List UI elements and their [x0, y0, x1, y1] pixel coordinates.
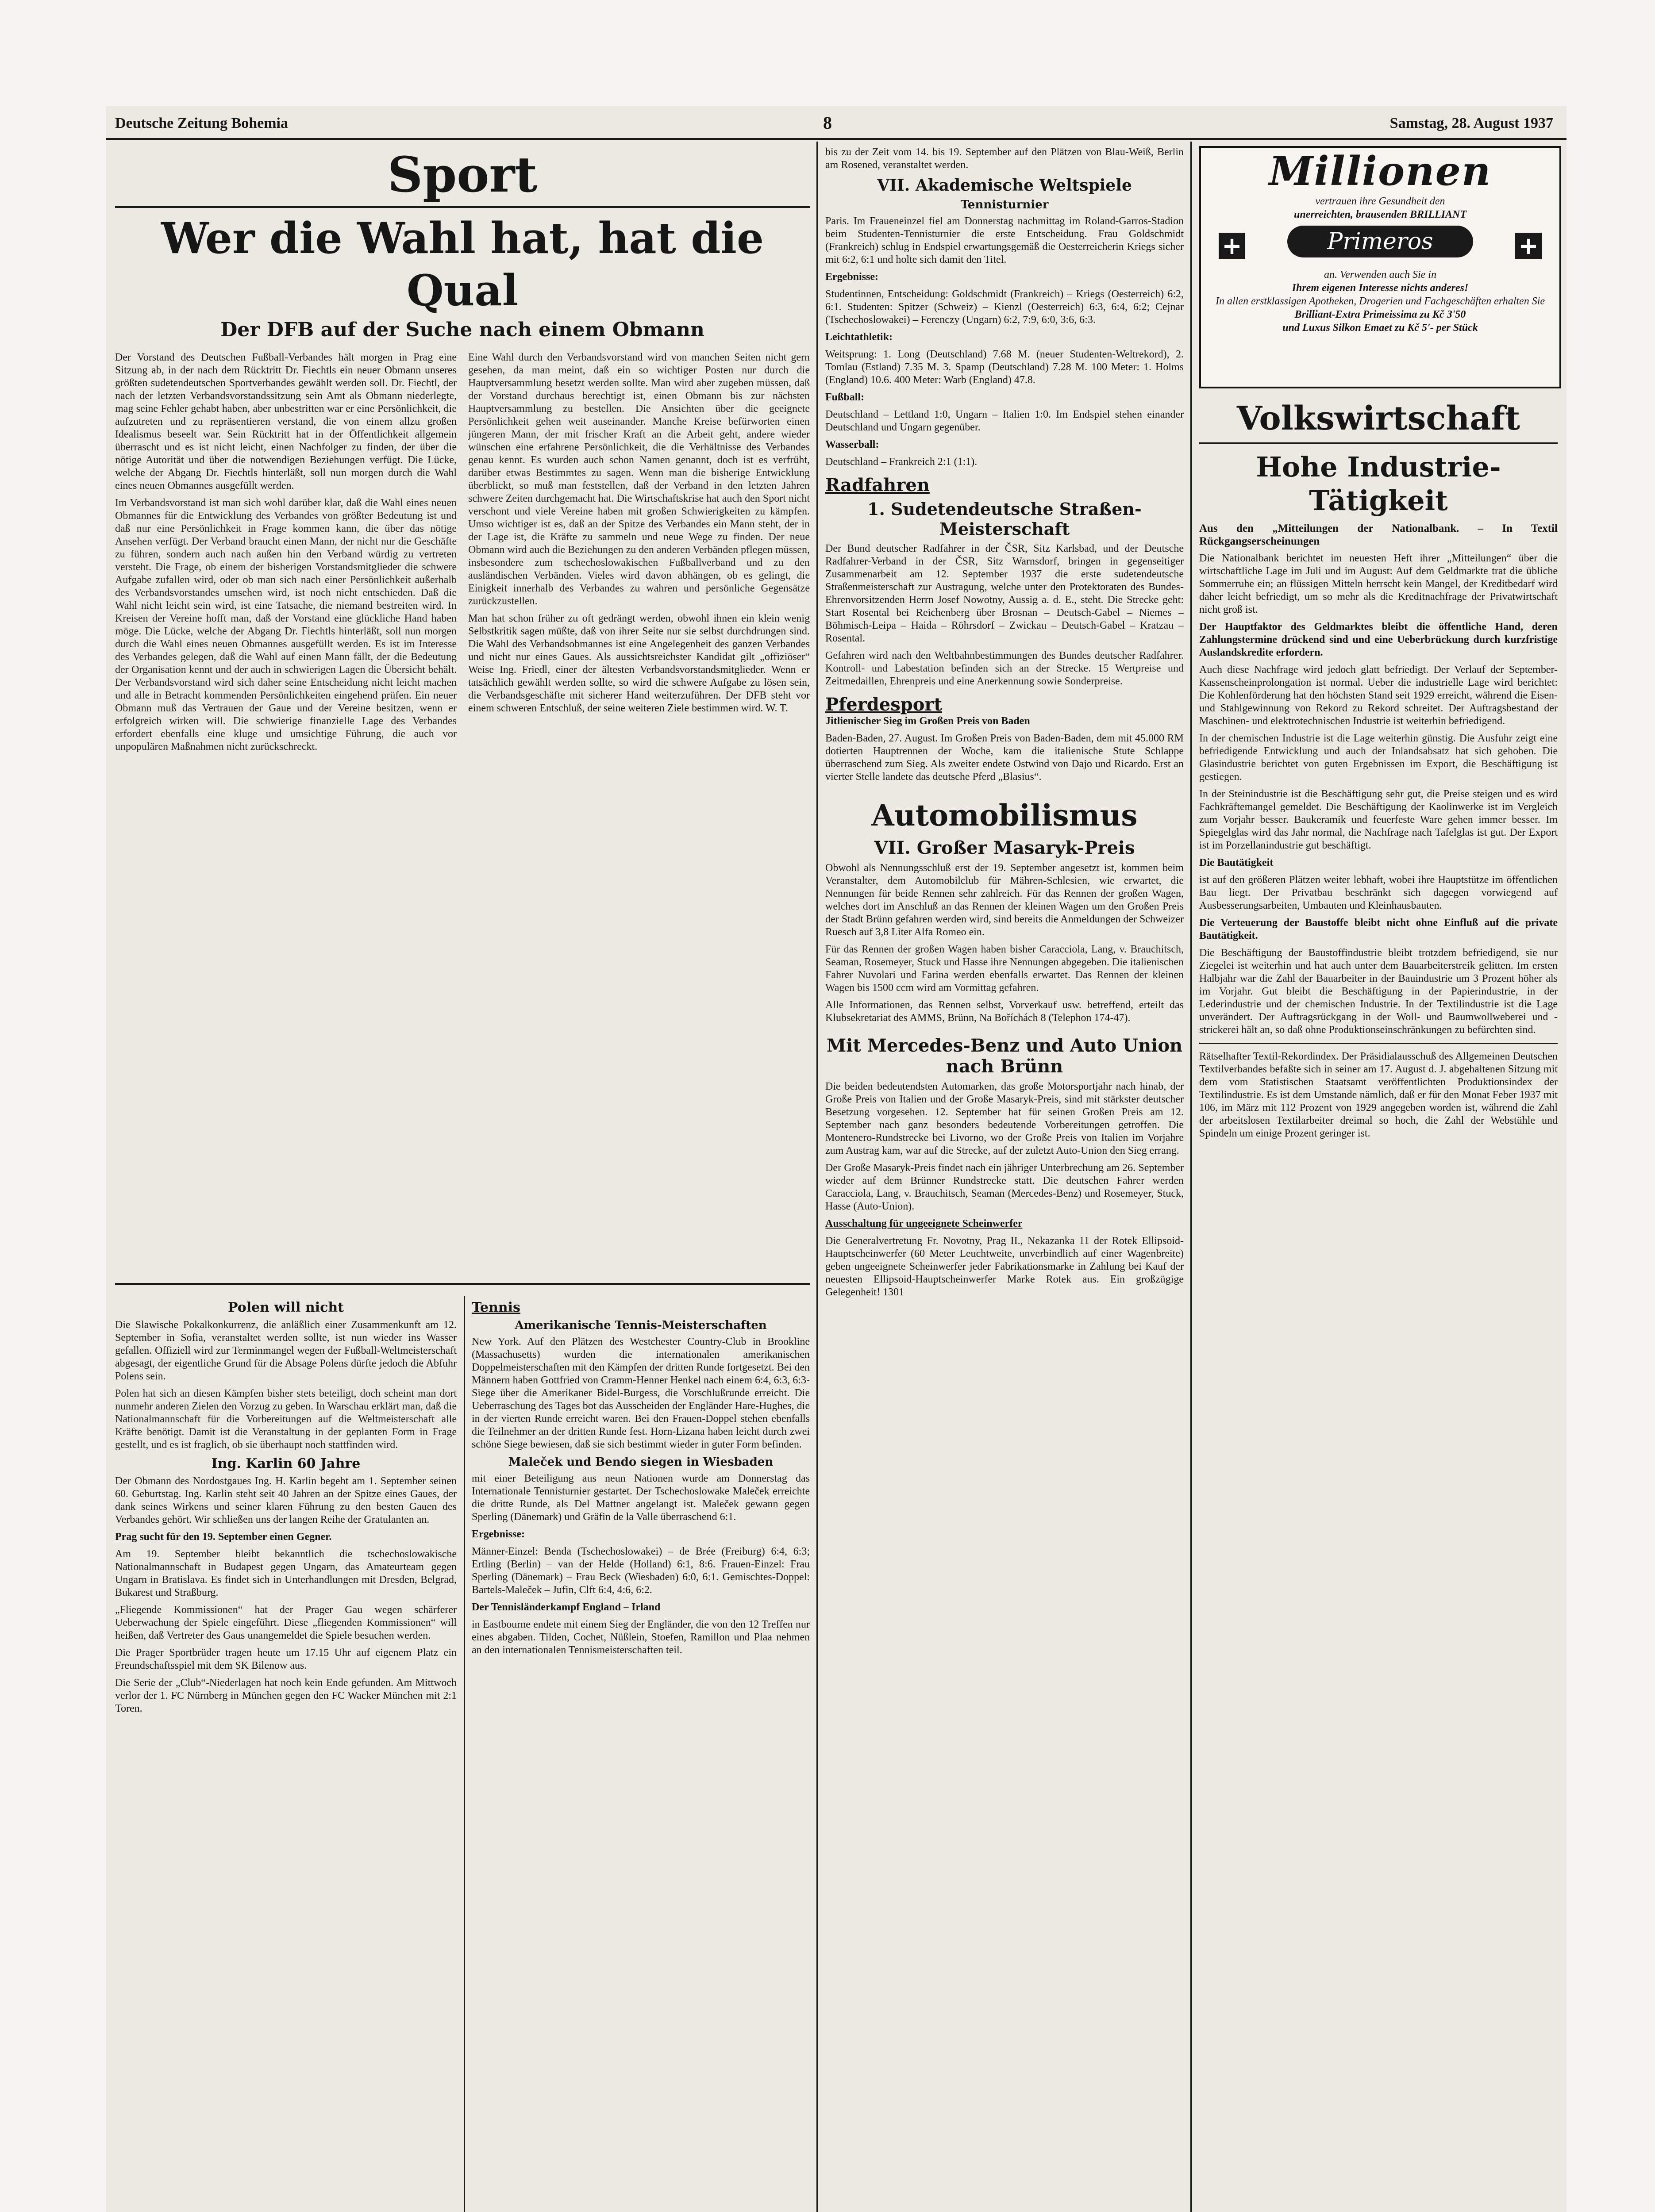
rad-sub: 1. Sudetendeutsche Straßen-Meisterschaft	[867, 499, 1142, 539]
akad-wasser: Wasserball:	[825, 439, 879, 450]
ad-line1: vertrauen ihre Gesundheit den	[1315, 196, 1445, 207]
lower-left-rule	[464, 1296, 465, 2212]
karlin-text: Der Obmann des Nordostgaues Ing. H. Karlin begeht am 1. September seinen 60. Geburtstag. Ing. Karlin steht seit 40 Jahren an der Spitze eines Gaues, der dank seines Wirkens und seiner klaren Führung zu den besten Gauen des Verbandes gehört. Wir schließen uns der langen Reihe der Gratulanten an.	[115, 1475, 457, 1525]
article-text-2: Man hat schon früher zu oft gedrängt werden, obwohl ihnen ein klein wenig Selbstkritik sagen müßte, daß von ihrer Seite nur sie selbst durchdrungen sind. Die Wahl des Verbandsobmannes ist eine Angelegenheit des ganzen Verbandes und nicht nur eines Gaues. Als aussichtsreichster Kandidat gilt „offiziöser“ Weise Ing. Friedl, einer der ältesten Verbandsvorstandsmitglieder. Wenn er tatsächlich gewählt werden sollte, so wird die schwere Aufgabe zu lösen sein, die Verbandsgeschäfte mit sicherer Hand weiterzuführen. Der DFB steht vor einem schweren Entschluß, der seine weiteren Ziele bestimmen wird. W. T.	[468, 613, 810, 714]
econ-faktor: Der Hauptfaktor des Geldmarktes bleibt die öffentliche Hand, deren Zahlungstermine drückend sind und eine Ueberbrückung durch kurzfristige Auslandskredite erfordern.	[1199, 621, 1558, 658]
poland-title: Polen will nicht	[227, 1300, 344, 1315]
akad-res: Studentinnen, Entscheidung: Goldschmidt (Frankreich) – Kriegs (Oesterreich) 6:2, 6:1. Studenten: Spitzer (Schweiz) – Kienzl (Oesterreich) 6:3, 6:4, 6:2; Cejnar (Tschechoslowakei) – Ferenczy (Ungarn) 6:2, 7:9, 6:0, 3:6, 6:3.	[825, 288, 1184, 326]
sport-title: Sport	[387, 146, 538, 203]
ad-brand: Primeros	[1287, 226, 1473, 257]
economy-column	[1199, 398, 1558, 2212]
auto-filler: Für das Rennen der großen Wagen haben bisher Caracciola, Lang, v. Brauchitsch, Seaman, Rosemeyer, Stuck und Hasse ihre Nennungen abgegeben. Die italienischen Fahrer Nuvolari und Farina werden ebenfalls erwartet. Das Rennen der kleinen Wagen bis 1500 ccm wird am Vormittag gefahren.	[825, 944, 1184, 994]
rad-title: Radfahren	[825, 475, 930, 495]
tennis-text3: in Eastbourne endete mit einem Sieg der Engländer, die von den 12 Treffen nur eines abgaben. Tilden, Cochet, Nüßlein, Stoefen, Ramillon und Plaa nehmen an den internationalen Tennismeisterschaften teil.	[472, 1619, 810, 1656]
karlin-title: Ing. Karlin 60 Jahre	[211, 1456, 361, 1471]
sportbrueder-text: Die Prager Sportbrüder tragen heute um 17.15 Uhr auf eigenem Platz ein Freundschaftsspiel mit dem SK Bilenow aus.	[115, 1647, 457, 1671]
article-filler-2: Eine Wahl durch den Verbandsvorstand wird von manchen Seiten nicht gern gesehen, da man meint, daß ein so wichtiger Posten nur durch die Hauptversammlung besetzt werden sollte. Man wird aber zugeben müssen, daß der Vorstand durchaus berechtigt ist, einen Obmann bis zur nächsten Hauptversammlung zu bestellen. Die Ansichten über die geeignete Persönlichkeit gehen weit auseinander. Manche Kreise befürworten einen jüngeren Mann, der mit frischer Kraft an die Arbeit geht, andere wieder wünschen eine erfahrene Persönlichkeit, die die Verhältnisse des Verbandes genau kennt. Es wurden auch schon Namen genannt, doch ist es verfrüht, darüber etwas Bestimmtes zu sagen. Wenn man die bisherige Entwicklung überblickt, so muß man feststellen, daß der Verband in den letzten Jahren schwere Zeiten durchgemacht hat. Die Wirtschaftskrise hat auch den Sport nicht verschont und viele Vereine haben mit großen Schwierigkeiten zu kämpfen. Umso wichtiger ist es, daß an der Spitze des Verbandes ein Mann steht, der in der Lage ist, die Kräfte zu sammeln und neue Wege zu finden. Der neue Obmann wird auch die Beziehungen zu den anderen Verbänden pflegen müssen, insbesondere zum tschechoslowakischen Fußballverband und zu den ausländischen Verbänden. Vieles wird davon abhängen, ob es gelingt, die Einigkeit innerhalb des Verbandes zu wahren und persönliche Gegensätze zurückzustellen.	[468, 352, 810, 607]
tennis-column	[472, 1296, 810, 2212]
newspaper-page	[106, 106, 1566, 2212]
masaryk-text: Der Große Masaryk-Preis findet nach ein jähriger Unterbrechung am 26. September wieder auf dem Brünner Rundstrecke statt. Die deutschen Fahrer werden Caracciola, Lang, v. Brauchitsch, Seaman (Mercedes-Benz) und Rosemeyer, Stuck, Hasse (Auto-Union).	[825, 1162, 1184, 1212]
tennis-text1: New York. Auf den Plätzen des Westchester Country-Club in Brookline (Massachusetts) wurden die internationalen amerikanischen Doppelmeisterschaften mit den Kämpfen der dritten Runde fortgesetzt. Bei den Männern haben Gottfried von Cramm-Henner Henkel nach einem 6:4, 6:3, 6:3-Siege über die Amerikaner Bidel-Burgess, die Vorschlußrunde erreicht. Die Ueberraschung des Tages bot das Ausscheiden der Engländer Hare-Hughes, die in der vierten Runde erreicht waren. Bei den Frauen-Doppel stehen ebenfalls die Teilnehmer an der dritten Runde fest. Horn-Lizana haben leicht durch zwei schöne Siege bewiesen, daß sie sich bestimmt wieder in guter Form befinden.	[472, 1336, 810, 1450]
tennis-title: Tennis	[472, 1300, 520, 1315]
bau-text: ist auf den größeren Plätzen weiter lebhaft, wobei ihre Hauptstütze im öffentlichen Bau liegt. Der Privatbau beschränkt sich dagegen vorwiegend auf Ausbesserungsarbeiten, Umbauten und Kleinhausbauten.	[1199, 874, 1558, 911]
verteuer-title: Die Verteuerung der Baustoffe bleibt nicht ohne Einfluß auf die private Bautätigkeit.	[1199, 917, 1558, 941]
main-headline: Wer die Wahl hat, hat die Qual	[161, 213, 764, 315]
middle-column	[825, 146, 1184, 2212]
akad-erg: Ergebnisse:	[825, 271, 878, 283]
prag-title: Prag sucht für den 19. September einen Gegner.	[115, 1531, 332, 1543]
header-rule	[106, 138, 1566, 140]
akad-text: Paris. Im Fraueneinzel fiel am Donnerstag nachmittag im Roland-Garros-Stadion beim Studenten-Tennisturnier die erste Entscheidung. Frau Goldschmidt (Frankreich) schlug in Endspiel erwartungsgemäß die Oesterreicherin Kriegs sicher mit 6:2, 6:1 und holte sich damit den Titel.	[825, 215, 1184, 265]
sport-bottom-rule	[115, 1283, 810, 1285]
ausschalt-title: Ausschaltung für ungeeignete Scheinwerfer	[825, 1218, 1023, 1229]
econ-text2: Auch diese Nachfrage wird jedoch glatt befriedigt. Der Verlauf der September-Kassenscheinprolongation ist normal. Ueber die industrielle Lage wird berichtet: Die Kohlenförderung hat den höchsten Stand seit 1929 erreicht, während die Eisen- und Stahlgewinnung von Rekord zu Rekord schreitet. Der Auftragsbestand der Maschinen- und elektrotechnischen Industrie ist weiterhin befriedigend.	[1199, 664, 1558, 727]
cross-icon: +	[1219, 233, 1245, 259]
article-col-2	[468, 351, 810, 1279]
article-filler-1: Im Verbandsvorstand ist man sich wohl darüber klar, daß die Wahl eines neuen Obmannes für die Entwicklung des Verbandes von größter Bedeutung ist und daß nur eine Persönlichkeit in Frage kommen kann, die über das nötige Ansehen verfügt. Der Verband braucht einen Mann, der nicht nur die Geschäfte zu führen, sondern auch nach außen hin den Verband würdig zu vertreten versteht. Die Frage, ob einem der bisherigen Vorstandsmitglieder die schwere Aufgabe zufallen wird, oder ob man sich nach einer Persönlichkeit außerhalb des Verbandsvorstandes umsehen wird, ist noch nicht entschieden. Daß die Wahl nicht leicht sein wird, ist eine Tatsache, die niemand bestreiten wird. In Kreisen der Vereine hofft man, daß der Vorstand eine glückliche Hand haben möge. Die Lücke, welche der Abgang Dr. Fiechtls hinterläßt, soll nun morgen durch die Wahl eines neuen Obmannes ausgefüllt werden. Es ist im Interesse des Verbandes gelegen, daß die Wahl auf einen Mann fällt, der die Bedeutung der Organisation kennt und der auch in schwierigen Lagen die Übersicht behält. Der Verbandsvorstand wird sich daher seine Entscheidung nicht leicht machen und alle in Betracht kommenden Persönlichkeiten eingehend prüfen. Ein neuer Obmann muß das Vertrauen der Gaue und der Vereine besitzen, wenn er erfolgreich wirken will. Die schwierige finanzielle Lage des Verbandes erfordert ebenfalls eine kluge und umsichtige Führung, die auch vor unpopulären Maßnahmen nicht zurückschreckt.	[115, 497, 457, 753]
tennis-text2: mit einer Beteiligung aus neun Nationen wurde am Donnerstag das Internationale Tennisturnier gestartet. Der Tschechoslowake Maleček erreichte die dritte Runde, als Del Mattner angelangt ist. Maleček gewann gegen Sperling (Dänemark) und Gräfin de la Valle überraschend 6:1.	[472, 1473, 810, 1523]
raetsel-text: Rätselhafter Textil-Rekordindex. Der Präsidialausschuß des Allgemeinen Deutschen Textilverbandes befaßte sich in seiner am 17. August d. J. abgehaltenen Sitzung mit dem vom Statistischen Staatsamt veröffentlichten Produktionsindex der Textilindustrie. Es ist dem Umstande nämlich, daß er für den Monat Feber 1937 mit 106, im März mit 112 Prozent von 1929 angegeben worden ist, während die Zahl der arbeitslosen Textilarbeiter dreimal so hoch, die Zahl der Webstühle und Spindeln um einige Prozent geringer ist.	[1199, 1051, 1558, 1139]
econ-filler-1: In der chemischen Industrie ist die Lage weiterhin günstig. Die Ausfuhr zeigt eine befriedigende Entwicklung und auch der Inlandsabsatz hat sich gehoben. Die Glasindustrie berichtet von guten Ergebnissen im Export, die Beschäftigung ist gestiegen.	[1199, 733, 1558, 783]
rad-text: Der Bund deutscher Radfahrer in der ČSR, Sitz Karlsbad, und der Deutsche Radfahrer-Verband in der ČSR, Sitz Warnsdorf, bringen in gegenseitiger Zusammenarbeit am 12. September 1937 die erste sudetendeutsche Straßenmeisterschaft zur Austragung, welche unter den Protektoraten des Bundes-Ehrenvorsitzenden Herrn Josef Nowotny, Aussig a. d. E., steht. Die Strecke geht: Start Rosental bei Reichenberg über Brosnan – Deutsch-Gabel – Niemes – Böhmisch-Leipa – Haida – Röhrsdorf – Zwickau – Deutsch-Gabel – Kratzau – Rosental.	[825, 543, 1184, 644]
bau-title: Die Bautätigkeit	[1199, 857, 1274, 868]
ad-line3: an. Verwenden auch Sie in	[1324, 269, 1436, 280]
pferd-title: Pferdesport	[825, 694, 942, 715]
auto-text: Obwohl als Nennungsschluß erst der 19. September angesetzt ist, kommen beim Veranstalter, dem Automobilclub für Mähren-Schlesien, wie erwartet, die Nennungen für beide Rennen sehr zahlreich. Für das Rennen der großen Wagen, welches dort im Anschluß an das Rennen der kleinen Wagen um den Großen Preis der Stadt Brünn gefahren werden wird, sind bereits die Anmeldungen der Schweizer Ruesch auf 3,8 Liter Alfa Romeo ein.	[825, 862, 1184, 938]
tennis-results: Männer-Einzel: Benda (Tschechoslowakei) – de Brée (Freiburg) 6:4, 6:3; Ertling (Berlin) – van der Helde (Holland) 6:1, 8:6. Frauen-Einzel: Frau Sperling (Dänemark) – Frau Beck (Wiesbaden) 6:0, 6:1. Gemischtes-Doppel: Bartels-Maleček – Jufin, Clft 6:4, 4:6, 6:2.	[472, 1546, 810, 1596]
pferd-text: Baden-Baden, 27. August. Im Großen Preis von Baden-Baden, dem mit 45.000 RM dotierten Hauptrennen der Woche, kam die italienische Stute Schlappe überraschend zum Sieg. Als zweiter endete Ostwind von Dajo und Ricardo. Erst an vierter Stelle landete das deutsche Pferd „Blasius“.	[825, 733, 1184, 783]
auto-info: Alle Informationen, das Rennen selbst, Vorverkauf usw. betreffend, erteilt das Klubsekretariat des AMMS, Brünn, Na Boříchách 8 (Telephon 174-47).	[825, 999, 1184, 1024]
pferd-sub: Jitlienischer Sieg im Großen Preis von Baden	[825, 715, 1030, 727]
econ-sub: Aus den „Mitteilungen der Nationalbank. – In Textil Rückgangserscheinungen	[1199, 522, 1558, 547]
econ-text3: In der Steinindustrie ist die Beschäftigung sehr gut, die Preise steigen und es wird Fachkräftemangel gemeldet. Die Beschäftigung der Kaolinwerke ist im Vergleich zum Vorjahr besser. Baukeramik und feuerfeste Ware gehen immer besser. Im Spiegelglas wird das Jahr normal, die Nachfrage nach Tafelglas ist gut. Der Export ist im Porzellanindustrie gut beschäftigt.	[1199, 788, 1558, 851]
kommissionen-text: „Fliegende Kommissionen“ hat der Prager Gau wegen schärferer Ueberwachung der Spiele eingeführt. Diese „fliegenden Kommissionen“ will heißen, daß Vertreter des Gaus unangemeldet die Spiele besuchen werden.	[115, 1604, 457, 1641]
tennis-sub1: Amerikanische Tennis-Meisterschaften	[515, 1319, 767, 1332]
merc-text: Die beiden bedeutendsten Automarken, das große Motorsportjahr nach hinab, der Große Preis von Italien und der Große Masaryk-Preis, sind mit stärkster deutscher Besetzung vorgesehen. 12. September hat für seinen Großen Preis am 12. September nach ganz besonders bedeutende Vorbereitungen getroffen. Die Montenero-Rundstrecke bei Livorno, wo der Große Preis von Italien im Vorjahre zum Austrag kam, war auf die Strecke, auf der zuletzt Auto-Union den Sieg errang.	[825, 1081, 1184, 1156]
column-rule-1	[816, 142, 818, 2212]
poland-text: Die Slawische Pokalkonkurrenz, die anläßlich einer Zusammenkunft am 12. September in Sofia, veranstaltet werden sollte, ist nun wieder ins Wasser gefallen. Offiziell wird zur Terminmangel wegen der Fußball-Weltmeisterschaft abgesagt, der eigentliche Grund für die Absage Polens dürfte jedoch die Abfuhr Polens sein.	[115, 1319, 457, 1382]
page-number: 8	[823, 113, 832, 133]
ad-line6: Brilliant-Extra Primeissima zu Kč 3'50	[1294, 309, 1466, 320]
akad-fuss: Fußball:	[825, 392, 865, 403]
sport-section	[115, 146, 810, 1279]
ad-line5: In allen erstklassigen Apotheken, Drogerien und Fachgeschäften erhalten Sie	[1215, 296, 1545, 307]
column-rule-2	[1190, 142, 1192, 2212]
akad-sub: Tennisturnier	[960, 198, 1049, 211]
tennis-sub2: Maleček und Bendo siegen in Wiesbaden	[508, 1455, 774, 1469]
econ-title: Volkswirtschaft	[1236, 399, 1520, 438]
verteuer-text: Die Beschäftigung der Baustoffindustrie bleibt trotzdem befriedigend, sie nur Ziegelei ist weiterhin und hat auch unter dem Bauarbeiterstreik gelitten. Im ersten Halbjahr war die Zahl der Bauarbeiter in der Bauindustrie um 3 Prozent höher als im Vorjahr. Gut bleibt die Beschäftigung in der Papierindustrie, in der Lederindustrie und der chemischen Industrie. In der Textilindustrie ist die Lage unverändert. Der Auftragsrückgang in der Woll- und Baumwollweberei und -strickerei hält an, so daß ohne Produktionseinschränkungen zu befürchten sind.	[1199, 947, 1558, 1036]
cross-icon: +	[1515, 233, 1542, 259]
econ-intro: Die Nationalbank berichtet im neuesten Heft ihrer „Mitteilungen“ über die wirtschaftliche Lage im Juli und im August: Auf dem Geldmarkte trat die übliche Sommerruhe ein; an flüssigen Mitteln herrscht kein Mangel, der Kreditbedarf wird daher leicht befriedigt, um so mehr als die Kreditnachfrage der Privatwirtschaft nicht groß ist.	[1199, 553, 1558, 615]
page-header	[106, 106, 1566, 137]
ad-line7: und Luxus Silkon Emaet zu Kč 5'- per Stück	[1282, 322, 1478, 334]
akad-title: VII. Akademische Weltspiele	[877, 176, 1132, 195]
tennis-results-title: Ergebnisse:	[472, 1528, 525, 1540]
tennis-sub3: Der Tennisländerkampf England – Irland	[472, 1601, 661, 1613]
main-subhead: Der DFB auf der Suche nach einem Obmann	[220, 319, 704, 341]
ad-line4: Ihrem eigenen Interesse nichts anderes!	[1292, 282, 1469, 294]
merc-title: Mit Mercedes-Benz und Auto Union nach Brünn	[826, 1035, 1183, 1077]
ausschalt-text: Die Generalvertretung Fr. Novotny, Prag II., Nekazanka 11 der Rotek Ellipsoid-Hauptscheinwerfer (60 Meter Leuchtweite, unverbindlich auf einer Wagenbreite) geben ungeeignete Scheinwerfer jeder Fabrikationsmarke in Zahlung bei Kauf der neuesten Ellipsoid-Hauptscheinwerfer Marke Rotek aus. Ein großzügige Gelegenheit! 1301	[825, 1235, 1184, 1298]
auto-title: Automobilismus	[871, 798, 1138, 833]
lower-left-column	[115, 1296, 457, 2212]
sport-rule	[115, 206, 810, 208]
ad-line2: unerreichten, brausenden BRILLIANT	[1293, 209, 1467, 220]
advertisement-box	[1199, 146, 1561, 388]
econ-head: Hohe Industrie-Tätigkeit	[1256, 451, 1501, 517]
issue-date: Samstag, 28. August 1937	[1389, 115, 1553, 131]
ad-title: Millionen	[1269, 148, 1492, 195]
article-text-1: Der Vorstand des Deutschen Fußball-Verbandes hält morgen in Prag eine Sitzung ab, in der nach dem Rücktritt Dr. Fiechtls ein neuer Obmann unseres größten sudetendeutschen Sportverbandes gewählt werden soll. Dr. Fiechtl, der nach der letzten Verbandsvorstandssitzung sein Amt als Obmann niederlegte, mag seine Fehler gehabt haben, aber unbestritten war er eine Persönlichkeit, die aufzutreten und zu repräsentieren verstand, die von einem allzu großen Idealismus beseelt war. Sein Rücktritt hat in der Öffentlichkeit allgemein überrascht und es ist nicht leicht, einen Nachfolger zu finden, der über die nötige Autorität und über die notwendigen Beziehungen verfügt. Die Lücke, welche der Abgang Dr. Fiechtls hinterläßt, soll nun morgen durch die Wahl eines neuen Obmannes ausgefüllt werden.	[115, 352, 457, 492]
akad-leicht-res: Weitsprung: 1. Long (Deutschland) 7.68 M. (neuer Studenten-Weltrekord), 2. Tomlau (Estland) 7.35 M. 3. Spamp (Deutschland) 7.28 M. 100 Meter: 1. Holms (England) 10.6. 400 Meter: Warb (England) 47.8.	[825, 349, 1184, 386]
rad-filler: Gefahren wird nach den Weltbahnbestimmungen des Bundes deutscher Radfahrer. Kontroll- und Labestation befinden sich an der Strecke. 15 Wertpreise und Zeitmedaillen, Ehrenpreis und eine Anerkennung sowie Sonderpreise.	[825, 650, 1184, 687]
econ-divider	[1199, 1043, 1558, 1044]
auto-sub: VII. Großer Masaryk-Preis	[874, 837, 1135, 858]
akad-wasser-res: Deutschland – Frankreich 2:1 (1:1).	[825, 456, 978, 468]
niederlagen-text: Die Serie der „Club“-Niederlagen hat noch kein Ende gefunden. Am Mittwoch verlor der 1. FC Nürnberg in München gegen den FC Wacker München mit 2:1 Toren.	[115, 1677, 457, 1714]
akad-fuss-res: Deutschland – Lettland 1:0, Ungarn – Italien 1:0. Im Endspiel stehen einander Deutschland und Ungarn gegenüber.	[825, 409, 1184, 433]
masthead: Deutsche Zeitung Bohemia	[115, 115, 288, 131]
econ-rule	[1199, 442, 1558, 444]
poland-filler: Polen hat sich an diesen Kämpfen bisher stets beteiligt, doch scheint man dort nunmehr anderen Zielen den Vorzug zu geben. In Warschau erklärt man, daß die Nationalmannschaft für die Vorbereitungen auf die Weltmeisterschaft alle Kräfte benötigt. Damit ist die Veranstaltung in der geplanten Form in Frage gestellt, und es ist fraglich, ob sie überhaupt noch stattfinden wird.	[115, 1388, 457, 1451]
prag-text: Am 19. September bleibt bekanntlich die tschechoslowakische Nationalmannschaft in Budapest gegen Ungarn, das Amateurteam gegen Ungarn in Bratislava. Es findet sich in Unterhandlungen mit Dresden, Belgrad, Bukarest und Straßburg.	[115, 1548, 457, 1598]
akad-leicht: Leichtathletik:	[825, 331, 893, 343]
article-col-1	[115, 351, 457, 1279]
mid-top-text: bis zu der Zeit vom 14. bis 19. September auf den Plätzen von Blau-Weiß, Berlin am Rosened, veranstaltet werden.	[825, 146, 1184, 171]
